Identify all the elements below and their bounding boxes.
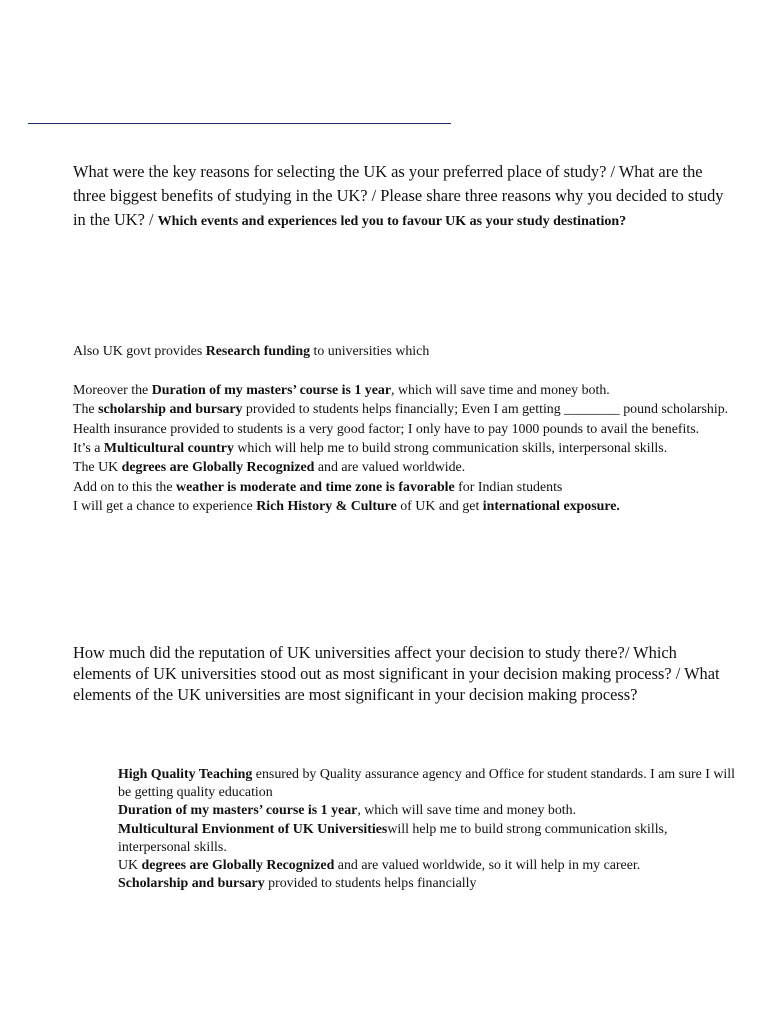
answer-2 <box>118 766 738 893</box>
answer-2-line-duration: Duration of my masters’ course is 1 year, which will save time and money both. <box>118 803 577 819</box>
question-2: How much did the reputation of UK universities affect your decision to study there?/ Which elements of UK universities stood out as most significant in your decision making process? / What elements of the UK universities are most significant in your decision making process? <box>73 643 720 705</box>
answer-1-line-culture: I will get a chance to experience Rich History & Culture of UK and get international exposure. <box>73 499 620 515</box>
answer-1-line-duration: Moreover the Duration of my masters’ course is 1 year, which will save time and money both. <box>73 382 610 398</box>
answer-1 <box>73 342 738 517</box>
answer-2-line-degrees: UK degrees are Globally Recognized and are valued worldwide, so it will help in my career. <box>118 858 641 874</box>
answer-1-line-degrees: The UK degrees are Globally Recognized and are valued worldwide. <box>73 460 466 476</box>
answer-2-line-scholarship: Scholarship and bursary provided to students helps financially <box>118 876 477 892</box>
header-divider-line <box>28 123 451 124</box>
answer-1-line-scholarship: The scholarship and bursary provided to students helps financially; Even I am getting ________ pound scholarship. <box>73 402 729 418</box>
answer-2-line-multicultural: Multicultural Envionment of UK Universitieswill help me to build strong communication skills, interpersonal skills. <box>118 821 668 855</box>
answer-1-line-research: Also UK govt provides Research funding to universities which <box>73 344 430 359</box>
answer-1-line-multicultural: It’s a Multicultural country which will help me to build strong communication skills, interpersonal skills. <box>73 441 668 457</box>
answer-2-line-teaching: High Quality Teaching ensured by Quality assurance agency and Office for student standards. I am sure I will be getting quality education <box>118 767 736 801</box>
question-1-bold-text: Which events and experiences led you to favour UK as your study destination? <box>157 214 627 229</box>
paragraph-gap <box>73 361 738 380</box>
question-1-text: What were the key reasons for selecting the UK as your preferred place of study? / What are the three biggest benefits of studying in the UK? / Please share three reasons why you decided to study in the UK? / <box>73 162 724 229</box>
answer-1-line-weather: Add on to this the weather is moderate and time zone is favorable for Indian students <box>73 479 563 495</box>
question-1 <box>73 160 738 234</box>
answer-1-line-health-insurance: Health insurance provided to students is a very good factor; I only have to pay 1000 pounds to avail the benefits. <box>73 421 700 437</box>
